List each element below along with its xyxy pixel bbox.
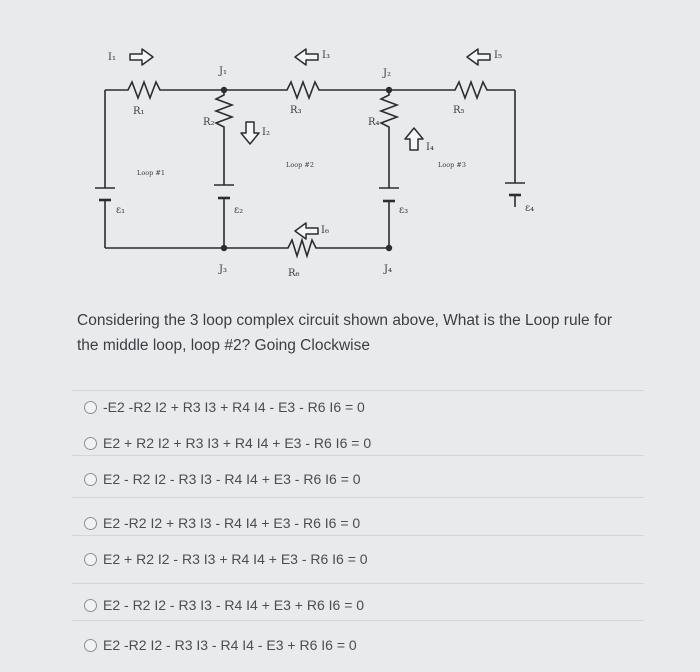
label-i1: I₁ — [108, 52, 116, 63]
option-divider — [72, 535, 644, 536]
label-i4: I₄ — [426, 142, 434, 153]
label-r6: R₆ — [288, 268, 300, 279]
top-wire — [105, 82, 515, 98]
radio-button[interactable] — [84, 401, 97, 414]
arrow-i6-left-icon — [295, 223, 318, 239]
question-text: Considering the 3 loop complex circuit shown above, What is the Loop rule for the middle loop, loop #2? Going Clockwise — [77, 312, 613, 354]
junction-j4 — [386, 245, 392, 251]
label-r2: R₂ — [203, 117, 215, 128]
label-e4: ε₄ — [525, 203, 535, 214]
answer-option-label: E2 -R2 I2 - R3 I3 - R4 I4 - E3 + R6 I6 = 0 — [103, 637, 357, 653]
label-loop1: Loop #1 — [137, 169, 165, 177]
arrow-i2-down-icon — [241, 122, 259, 144]
answer-option[interactable] — [84, 396, 365, 418]
option-divider — [72, 455, 644, 456]
junction-j2 — [386, 87, 392, 93]
label-r3: R₃ — [290, 105, 302, 116]
circuit-diagram — [0, 0, 700, 300]
answer-option[interactable] — [84, 432, 371, 454]
answer-option-label: E2 - R2 I2 - R3 I3 - R4 I4 + E3 + R6 I6 = 0 — [103, 597, 365, 613]
label-j2: J₂ — [383, 68, 392, 79]
answer-option-label: E2 + R2 I2 + R3 I3 + R4 I4 + E3 - R6 I6 = 0 — [103, 435, 372, 451]
label-r4: R₄ — [368, 117, 380, 128]
radio-button[interactable] — [84, 553, 97, 566]
option-divider — [72, 620, 644, 621]
radio-button[interactable] — [84, 473, 97, 486]
bottom-wire — [105, 240, 390, 256]
label-j3: J₃ — [219, 264, 228, 275]
label-e1: ε₁ — [116, 205, 126, 216]
arrow-i4-up-icon — [405, 128, 423, 150]
label-i5: I₅ — [494, 50, 502, 61]
junction-j3 — [221, 245, 227, 251]
answer-option[interactable] — [84, 468, 361, 490]
arrow-i3-left-icon — [295, 49, 318, 65]
label-e3: ε₃ — [399, 205, 409, 216]
label-r5: R₅ — [453, 105, 465, 116]
junction-j1 — [221, 87, 227, 93]
option-divider — [72, 583, 644, 584]
label-j4: J₄ — [384, 264, 393, 275]
radio-button[interactable] — [84, 639, 97, 652]
arrow-i5-left-icon — [467, 49, 490, 65]
label-i6: I₆ — [321, 225, 329, 236]
label-loop3: Loop #3 — [438, 161, 466, 169]
answer-option[interactable] — [84, 594, 364, 616]
label-i3: I₃ — [322, 50, 330, 61]
option-divider — [72, 390, 644, 391]
label-r1: R₁ — [133, 106, 145, 117]
label-i2: I₂ — [262, 127, 270, 138]
label-e2: ε₂ — [234, 205, 244, 216]
radio-button[interactable] — [84, 517, 97, 530]
answer-option[interactable] — [84, 634, 357, 656]
answer-option-label: E2 -R2 I2 + R3 I3 - R4 I4 + E3 - R6 I6 = 0 — [103, 515, 361, 531]
radio-button[interactable] — [84, 599, 97, 612]
answer-option-label: -E2 -R2 I2 + R3 I3 + R4 I4 - E3 - R6 I6 = 0 — [103, 399, 365, 415]
label-j1: J₁ — [219, 66, 228, 77]
answer-option[interactable] — [84, 548, 368, 570]
option-divider — [72, 497, 644, 498]
radio-button[interactable] — [84, 437, 97, 450]
branch-j1-j3 — [216, 90, 232, 248]
label-loop2: Loop #2 — [286, 161, 314, 169]
branch-j2-j4 — [381, 90, 397, 248]
arrow-i1-right-icon — [130, 49, 153, 65]
answer-option-label: E2 - R2 I2 - R3 I3 - R4 I4 + E3 - R6 I6 = 0 — [103, 471, 361, 487]
answer-option[interactable] — [84, 512, 360, 534]
answer-option-label: E2 + R2 I2 - R3 I3 + R4 I4 + E3 - R6 I6 = 0 — [103, 551, 368, 567]
